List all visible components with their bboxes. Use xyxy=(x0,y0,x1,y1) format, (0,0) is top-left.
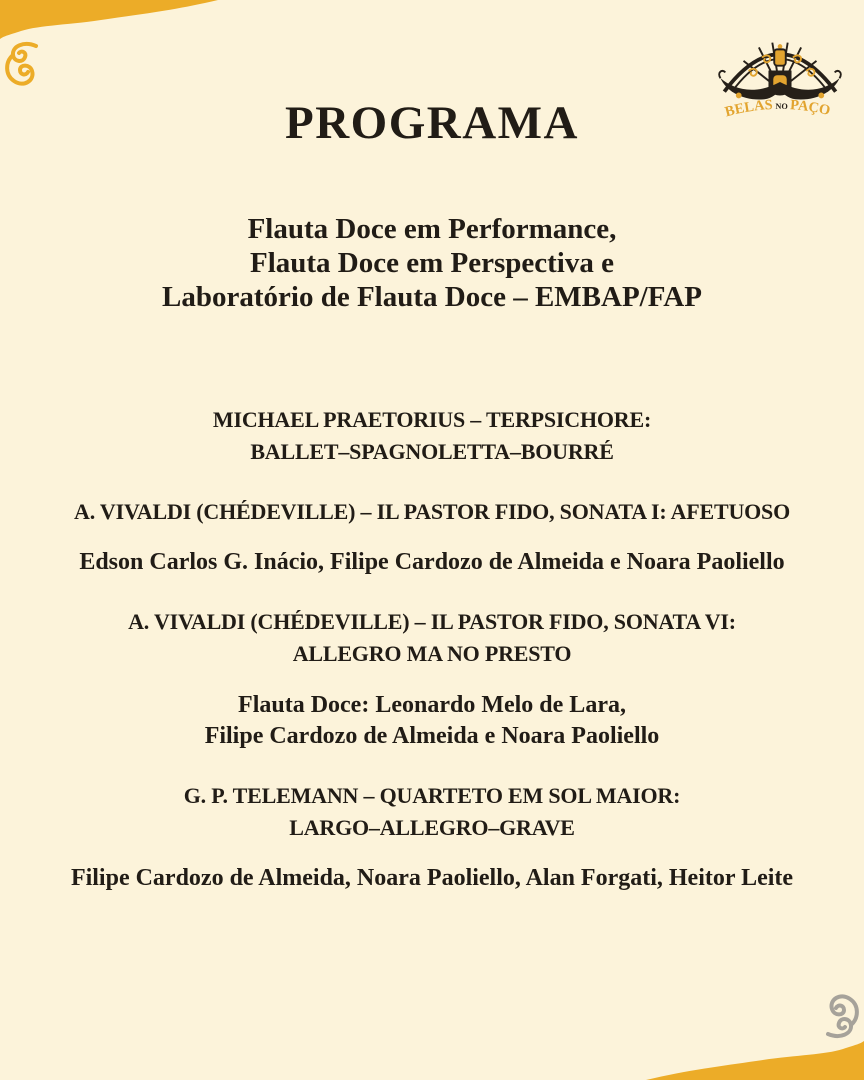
piece-line: BALLET–SPAGNOLETTA–BOURRÉ xyxy=(250,439,614,464)
top-left-swoosh-icon xyxy=(0,0,218,84)
program-piece xyxy=(0,404,864,468)
bottom-right-swoosh-icon xyxy=(646,996,864,1080)
event-subtitle xyxy=(0,212,864,314)
page-title: PROGRAMA xyxy=(285,97,579,149)
program-performers xyxy=(0,547,864,578)
subtitle-line: Flauta Doce em Performance, xyxy=(247,213,617,245)
program-piece xyxy=(0,780,864,844)
piece-line: G. P. TELEMANN – QUARTETO EM SOL MAIOR: xyxy=(183,783,681,808)
program-piece xyxy=(0,496,864,528)
program-piece xyxy=(0,606,864,670)
performers-line: Filipe Cardozo de Almeida, Noara Paoliello, Alan Forgati, Heitor Leite xyxy=(70,865,794,891)
piece-line: ALLEGRO MA NO PRESTO xyxy=(292,641,572,666)
performers-line: Flauta Doce: Leonardo Melo de Lara, xyxy=(238,692,626,718)
program-performers xyxy=(0,690,864,752)
subtitle-line: Laboratório de Flauta Doce – EMBAP/FAP xyxy=(162,281,702,313)
logo-text: BELAS NO PAÇO xyxy=(723,96,832,121)
program-performers xyxy=(0,863,864,894)
subtitle-line: Flauta Doce em Perspectiva e xyxy=(250,247,614,279)
logo-arch-icon xyxy=(719,43,841,100)
piece-line: A. VIVALDI (CHÉDEVILLE) – IL PASTOR FIDO, SONATA VI: xyxy=(128,609,736,634)
performers-line: Filipe Cardozo de Almeida e Noara Paoliello xyxy=(204,723,660,749)
performers-line: Edson Carlos G. Inácio, Filipe Cardozo de Almeida e Noara Paoliello xyxy=(79,549,785,575)
piece-line: A. VIVALDI (CHÉDEVILLE) – IL PASTOR FIDO, SONATA I: AFETUOSO xyxy=(74,499,790,524)
piece-line: LARGO–ALLEGRO–GRAVE xyxy=(289,815,575,840)
piece-line: MICHAEL PRAETORIUS – TERPSICHORE: xyxy=(212,407,652,432)
